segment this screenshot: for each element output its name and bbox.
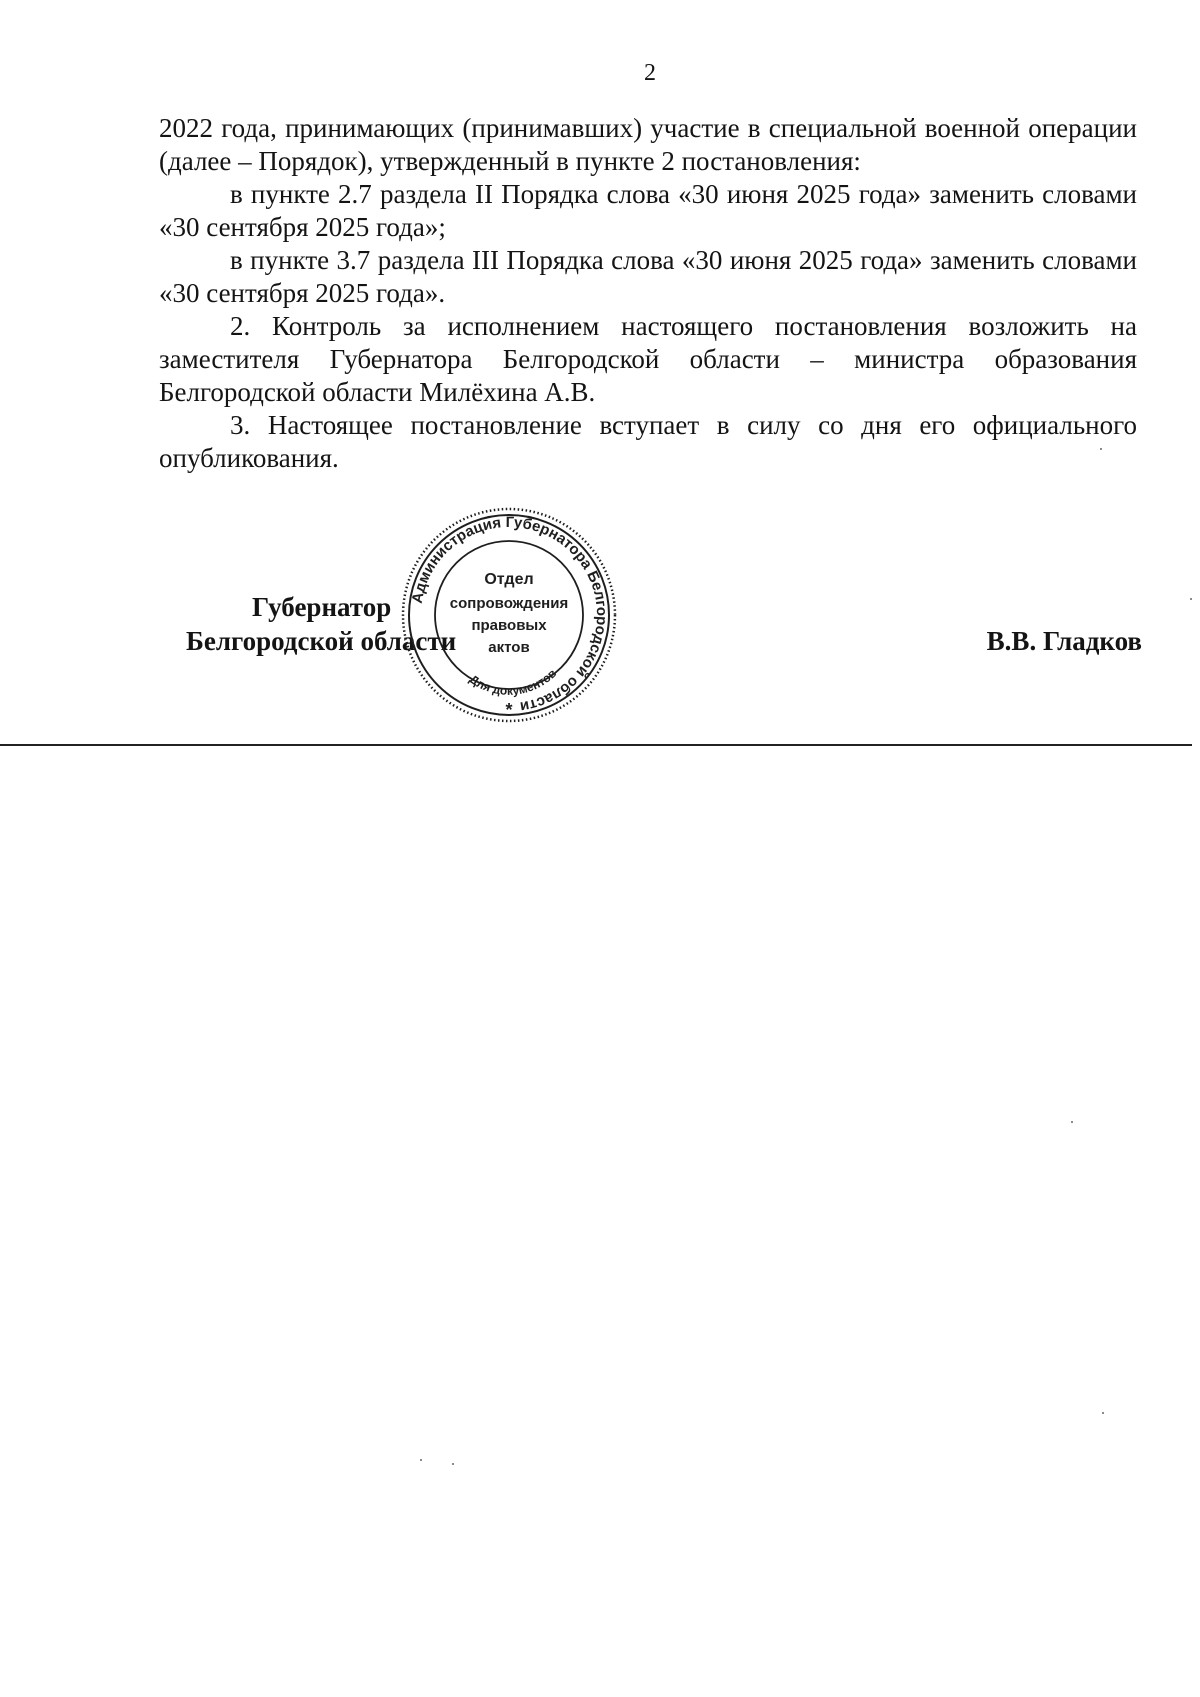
seal-inner-text: Для документов <box>466 666 560 698</box>
seal-center-line: актов <box>488 639 530 656</box>
body-paragraph: 2022 года, принимающих (принимавших) участие в специальной военной операции (далее – Порядок), утвержденный в пункте 2 постановления: <box>159 113 1137 176</box>
body-paragraph: 3. Настоящее постановление вступает в силу со дня его официального опубликования. <box>159 410 1137 473</box>
seal-center-line: сопровождения <box>449 595 569 612</box>
scan-artifact <box>1190 598 1192 600</box>
page-number: 2 <box>644 60 656 86</box>
scan-edge-line <box>0 744 1192 746</box>
seal-star: * <box>505 700 513 720</box>
body-paragraph: в пункте 2.7 раздела II Порядка слова «30 июня 2025 года» заменить словами «30 сентября 2025 года»; <box>159 179 1137 242</box>
signatory-position-line2: Белгородской области <box>186 626 457 656</box>
scan-artifact <box>1102 1412 1104 1414</box>
scan-artifact <box>1100 448 1102 450</box>
seal-outer-text: Администрация Губернатора Белгородской области <box>408 513 611 716</box>
scan-artifact <box>420 1459 422 1461</box>
seal-inner-ring <box>435 541 583 689</box>
document-body <box>159 112 1137 475</box>
official-seal <box>398 504 620 726</box>
scan-artifact <box>452 1463 454 1465</box>
body-paragraph: в пункте 3.7 раздела III Порядка слова «30 июня 2025 года» заменить словами «30 сентября 2025 года». <box>159 245 1137 308</box>
scan-artifact <box>1071 1121 1073 1123</box>
seal-center-line: Отдел <box>484 571 534 588</box>
signatory-position-line1: Губернатор <box>252 592 392 622</box>
body-paragraph: 2. Контроль за исполнением настоящего постановления возложить на заместителя Губернатора Белгородской области – министра образования Белгородской области Милёхина А.В. <box>159 311 1137 407</box>
seal-center-line: правовых <box>471 617 547 634</box>
signatory-name: В.В. Гладков <box>986 626 1142 656</box>
